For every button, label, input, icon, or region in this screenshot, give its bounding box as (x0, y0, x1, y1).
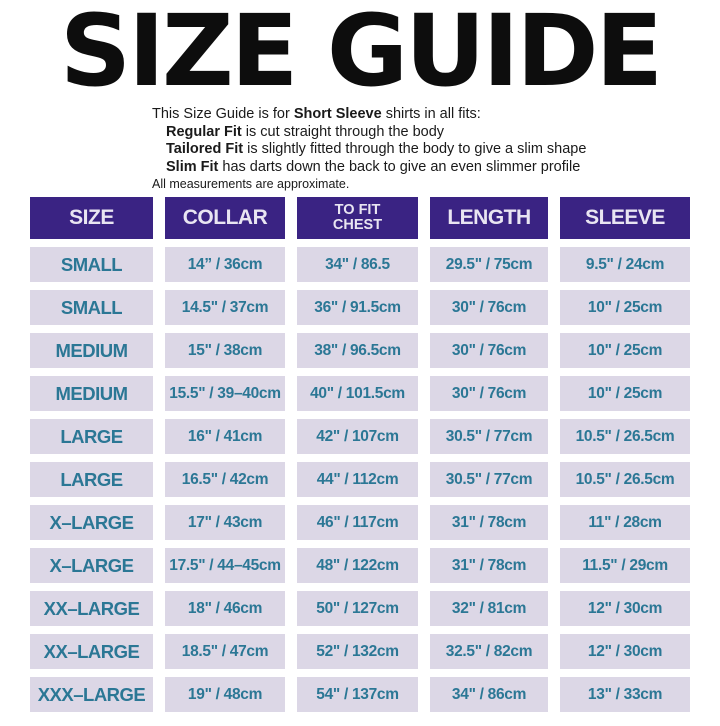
chest-cell: 52" / 132cm (297, 634, 418, 669)
sleeve-cell: 11.5" / 29cm (560, 548, 690, 583)
chest-cell: 34" / 86.5 (297, 247, 418, 282)
size-cell: X–LARGE (30, 548, 153, 583)
collar-cell: 15.5" / 39–40cm (165, 376, 285, 411)
intro-line-regular-fit (166, 124, 720, 142)
intro-line2-bold: Regular Fit (166, 123, 242, 140)
intro-line2-post: is cut straight through the body (241, 123, 445, 140)
intro-footnote: All measurements are approximate. (152, 177, 350, 192)
length-cell: 30" / 76cm (430, 376, 548, 411)
header-chest-line1: TO FIT (334, 202, 381, 219)
intro-line1-pre: This Size Guide is for (152, 106, 294, 123)
size-cell: SMALL (30, 247, 153, 282)
intro-text (152, 106, 720, 192)
size-cell: SMALL (30, 290, 153, 325)
collar-cell: 18.5" / 47cm (165, 634, 285, 669)
length-cell: 30.5" / 77cm (430, 419, 548, 454)
sleeve-cell: 11" / 28cm (560, 505, 690, 540)
sleeve-cell: 12" / 30cm (560, 591, 690, 626)
collar-cell: 16.5" / 42cm (165, 462, 285, 497)
chest-cell: 36" / 91.5cm (297, 290, 418, 325)
collar-cell: 14” / 36cm (165, 247, 285, 282)
intro-line4-bold: Slim Fit (166, 158, 219, 175)
sleeve-cell: 10" / 25cm (560, 290, 690, 325)
length-cell: 30" / 76cm (430, 290, 548, 325)
intro-line3-bold: Tailored Fit (166, 141, 244, 158)
header-size: SIZE (30, 197, 153, 239)
sleeve-cell: 10" / 25cm (560, 333, 690, 368)
size-cell: MEDIUM (30, 376, 153, 411)
size-cell: XXX–LARGE (30, 677, 153, 712)
intro-line4-post: has darts down the back to give an even slimmer profile (218, 158, 581, 175)
length-cell: 31" / 78cm (430, 505, 548, 540)
length-cell: 30" / 76cm (430, 333, 548, 368)
sleeve-cell: 10" / 25cm (560, 376, 690, 411)
intro-line1-bold: Short Sleeve (293, 106, 382, 123)
size-cell: LARGE (30, 462, 153, 497)
size-cell: MEDIUM (30, 333, 153, 368)
chest-cell: 50" / 127cm (297, 591, 418, 626)
sleeve-cell: 10.5" / 26.5cm (560, 462, 690, 497)
size-cell: LARGE (30, 419, 153, 454)
length-cell: 32" / 81cm (430, 591, 548, 626)
page-title: SIZE GUIDE (59, 0, 661, 109)
collar-cell: 17" / 43cm (165, 505, 285, 540)
intro-line-tailored-fit (166, 141, 720, 159)
sleeve-cell: 13" / 33cm (560, 677, 690, 712)
collar-cell: 17.5" / 44–45cm (165, 548, 285, 583)
header-collar: COLLAR (165, 197, 285, 239)
chest-cell: 54" / 137cm (297, 677, 418, 712)
sleeve-cell: 12" / 30cm (560, 634, 690, 669)
sleeve-cell: 10.5" / 26.5cm (560, 419, 690, 454)
size-cell: XX–LARGE (30, 591, 153, 626)
chest-cell: 38" / 96.5cm (297, 333, 418, 368)
length-cell: 34" / 86cm (430, 677, 548, 712)
chest-cell: 40" / 101.5cm (297, 376, 418, 411)
sleeve-cell: 9.5" / 24cm (560, 247, 690, 282)
size-table (30, 197, 690, 712)
header-sleeve: SLEEVE (560, 197, 690, 239)
header-to-fit-chest (297, 197, 418, 239)
collar-cell: 18" / 46cm (165, 591, 285, 626)
collar-cell: 19" / 48cm (165, 677, 285, 712)
chest-cell: 42" / 107cm (297, 419, 418, 454)
length-cell: 32.5" / 82cm (430, 634, 548, 669)
intro-line1-post: shirts in all fits: (381, 106, 481, 123)
collar-cell: 16" / 41cm (165, 419, 285, 454)
length-cell: 29.5" / 75cm (430, 247, 548, 282)
length-cell: 30.5" / 77cm (430, 462, 548, 497)
chest-cell: 46" / 117cm (297, 505, 418, 540)
intro-line3-post: is slightly fitted through the body to give a slim shape (243, 141, 587, 158)
size-cell: XX–LARGE (30, 634, 153, 669)
header-length: LENGTH (430, 197, 548, 239)
collar-cell: 15" / 38cm (165, 333, 285, 368)
size-cell: X–LARGE (30, 505, 153, 540)
intro-line-slim-fit (166, 159, 720, 177)
length-cell: 31" / 78cm (430, 548, 548, 583)
collar-cell: 14.5" / 37cm (165, 290, 285, 325)
chest-cell: 48" / 122cm (297, 548, 418, 583)
header-chest-line2: CHEST (332, 217, 383, 234)
chest-cell: 44" / 112cm (297, 462, 418, 497)
